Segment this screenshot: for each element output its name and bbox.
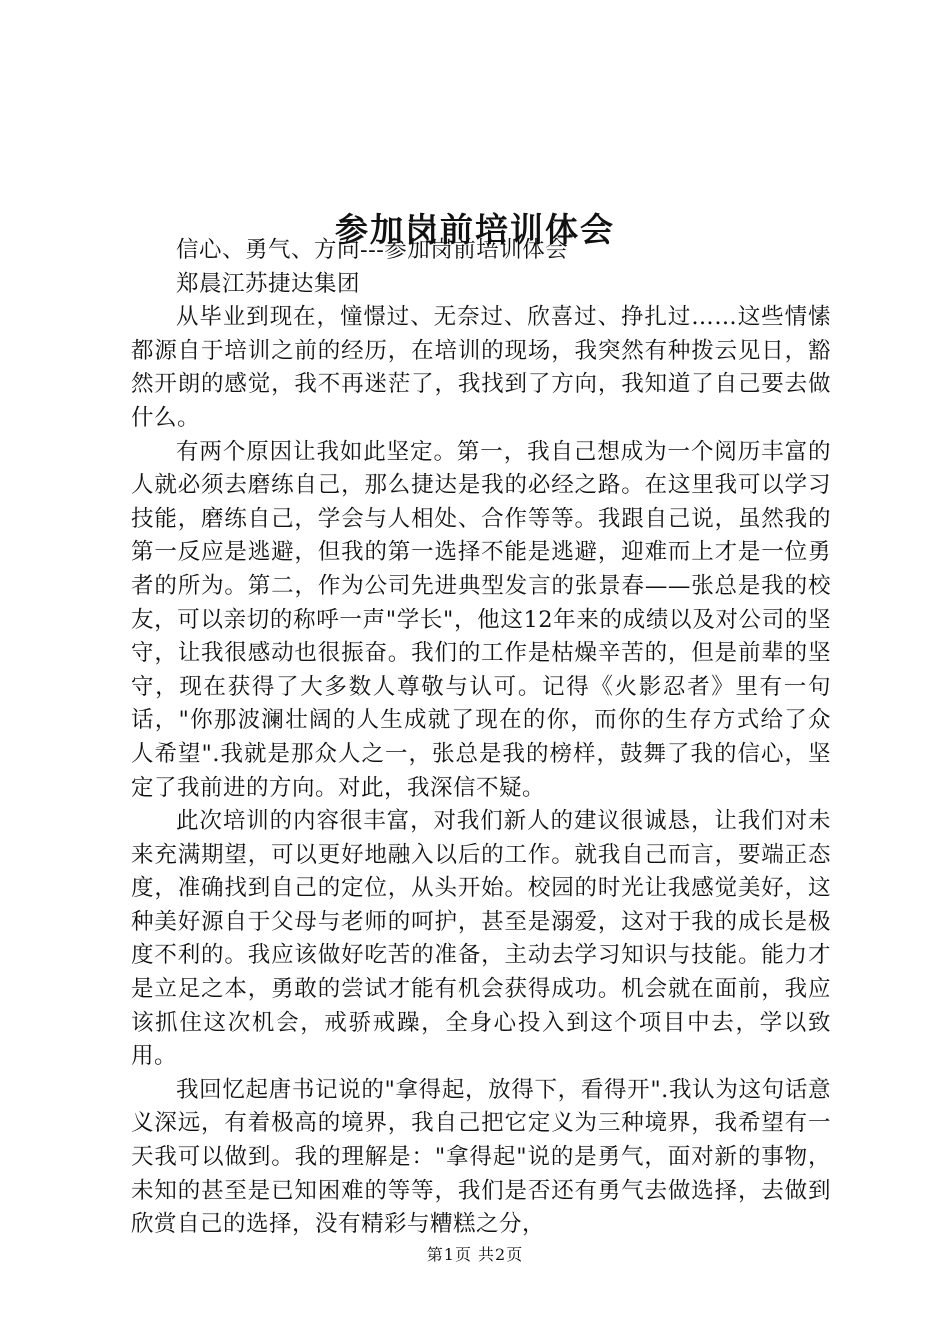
- paragraph-2: 有两个原因让我如此坚定。第一，我自己想成为一个阅历丰富的人就必须去磨练自己，那么捷达是我的必经之路。在这里我可以学习技能，磨练自己，学会与人相处、合作等等。我跟自己说，虽然我的第一反应是逃避，但我的第一选择不能是逃避，迎难而上才是一位勇者的所为。第二，作为公司先进典型发言的张景春——张总是我的校友，可以亲切的称呼一声"学长"，他这12年来的成绩以及对公司的坚守，让我很感动也很振奋。我们的工作是枯燥辛苦的，但是前辈的坚守，现在获得了大多数人尊敬与认可。记得《火影忍者》里有一句话，"你那波澜壮阔的人生成就了现在的你，而你的生存方式给了众人希望".我就是那众人之一，张总是我的榜样，鼓舞了我的信心，坚定了我前进的方向。对此，我深信不疑。: [131, 438, 831, 801]
- subtitle-line: 信心、勇气、方向---参加岗前培训体会: [176, 237, 569, 263]
- paragraph-1: 从毕业到现在，憧憬过、无奈过、欣喜过、挣扎过……这些情愫都源自于培训之前的经历，在培训的现场，我突然有种拨云见日，豁然开朗的感觉，我不再迷茫了，我找到了方向，我知道了自己要去做什么。: [131, 304, 831, 431]
- page-number-footer: 第1页 共2页: [426, 1245, 524, 1264]
- paragraph-4: 我回忆起唐书记说的"拿得起，放得下，看得开".我认为这句话意义深远，有着极高的境界，我自己把它定义为三种境界，我希望有一天我可以做到。我的理解是："拿得起"说的是勇气，面对新的事物，未知的甚至是已知困难的等等，我们是否还有勇气去做选择，去做到欣赏自己的选择，没有精彩与糟糕之分，: [131, 1076, 831, 1238]
- author-line: 郑晨江苏捷达集团: [176, 270, 361, 297]
- document-body: [131, 234, 831, 1242]
- page-title: 参加岗前培训体会: [335, 210, 615, 250]
- paragraph-3: 此次培训的内容很丰富，对我们新人的建议很诚恳，让我们对未来充满期望，可以更好地融入以后的工作。就我自己而言，要端正态度，准确找到自己的定位，从头开始。校园的时光让我感觉美好，这种美好源自于父母与老师的呵护，甚至是溺爱，这对于我的成长是极度不利的。我应该做好吃苦的准备，主动去学习知识与技能。能力才是立足之本，勇敢的尝试才能有机会获得成功。机会就在面前，我应该抓住这次机会，戒骄戒躁，全身心投入到这个项目中去，学以致用。: [131, 808, 831, 1070]
